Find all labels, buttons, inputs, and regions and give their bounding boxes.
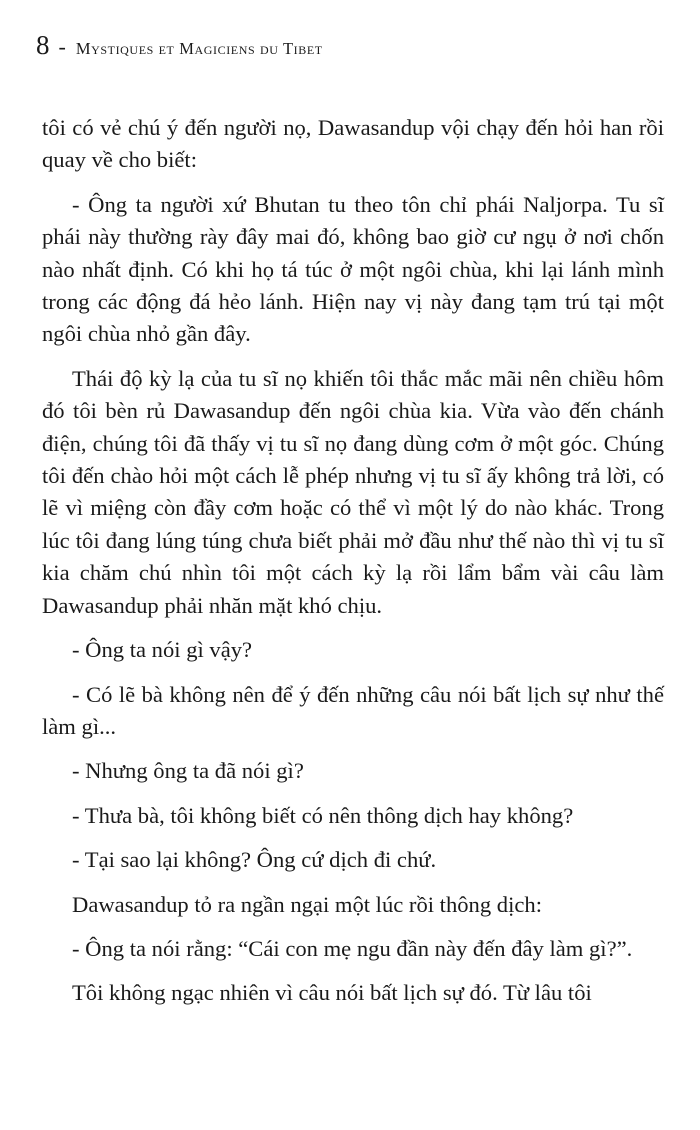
paragraph-narration: Dawasandup tỏ ra ngần ngại một lúc rồi thông dịch: bbox=[72, 891, 542, 917]
paragraph-dialogue: - Ông ta người xứ Bhutan tu theo tôn chỉ phái Naljorpa. Tu sĩ phái này thường rày đây mai đó, không bao giờ cư ngụ ở nơi chốn nào nhất định. Có khi họ tá túc ở một ngôi chùa, khi lại lánh mình trong các động đá hẻo lánh. Hiện nay vị này đang tạm trú tại một ngôi chùa nhỏ gần đây. bbox=[42, 191, 664, 347]
book-title: Mystiques et Magiciens du Tibet bbox=[75, 39, 323, 58]
header-dash: - bbox=[58, 34, 66, 59]
body-text bbox=[42, 112, 664, 1022]
paragraph-dialogue: - Tại sao lại không? Ông cứ dịch đi chứ. bbox=[72, 847, 437, 873]
paragraph-continuation: tôi có vẻ chú ý đến người nọ, Dawasandup vội chạy đến hỏi han rồi quay về cho biết: bbox=[42, 115, 664, 173]
running-head bbox=[36, 30, 323, 61]
paragraph-narration: Tôi không ngạc nhiên vì câu nói bất lịch sự đó. Từ lâu tôi bbox=[72, 980, 592, 1006]
paragraph-dialogue: - Thưa bà, tôi không biết có nên thông dịch hay không? bbox=[72, 802, 574, 828]
page-number: 8 bbox=[36, 30, 50, 60]
paragraph-dialogue: - Có lẽ bà không nên để ý đến những câu nói bất lịch sự như thế làm gì... bbox=[42, 681, 664, 739]
paragraph-narration: Thái độ kỳ lạ của tu sĩ nọ khiến tôi thắc mắc mãi nên chiều hôm đó tôi bèn rủ Dawasandup đến ngôi chùa kia. Vừa vào đến chánh điện, chúng tôi đã thấy vị tu sĩ nọ đang dùng cơm ở một góc. Chúng tôi đến chào hỏi một cách lễ phép nhưng vị tu sĩ ấy không trả lời, có lẽ vì miệng còn đầy cơm hoặc có thể vì một lý do nào khác. Trong lúc tôi đang lúng túng chưa biết phải mở đầu như thế nào thì vị tu sĩ kia chăm chú nhìn tôi một cách kỳ lạ rồi lẩm bẩm vài câu làm Dawasandup phải nhăn mặt khó chịu. bbox=[42, 365, 664, 618]
paragraph-dialogue: - Ông ta nói gì vậy? bbox=[72, 637, 253, 663]
paragraph-dialogue: - Nhưng ông ta đã nói gì? bbox=[72, 758, 304, 784]
paragraph-dialogue: - Ông ta nói rằng: “Cái con mẹ ngu đần này đến đây làm gì?”. bbox=[72, 935, 633, 961]
